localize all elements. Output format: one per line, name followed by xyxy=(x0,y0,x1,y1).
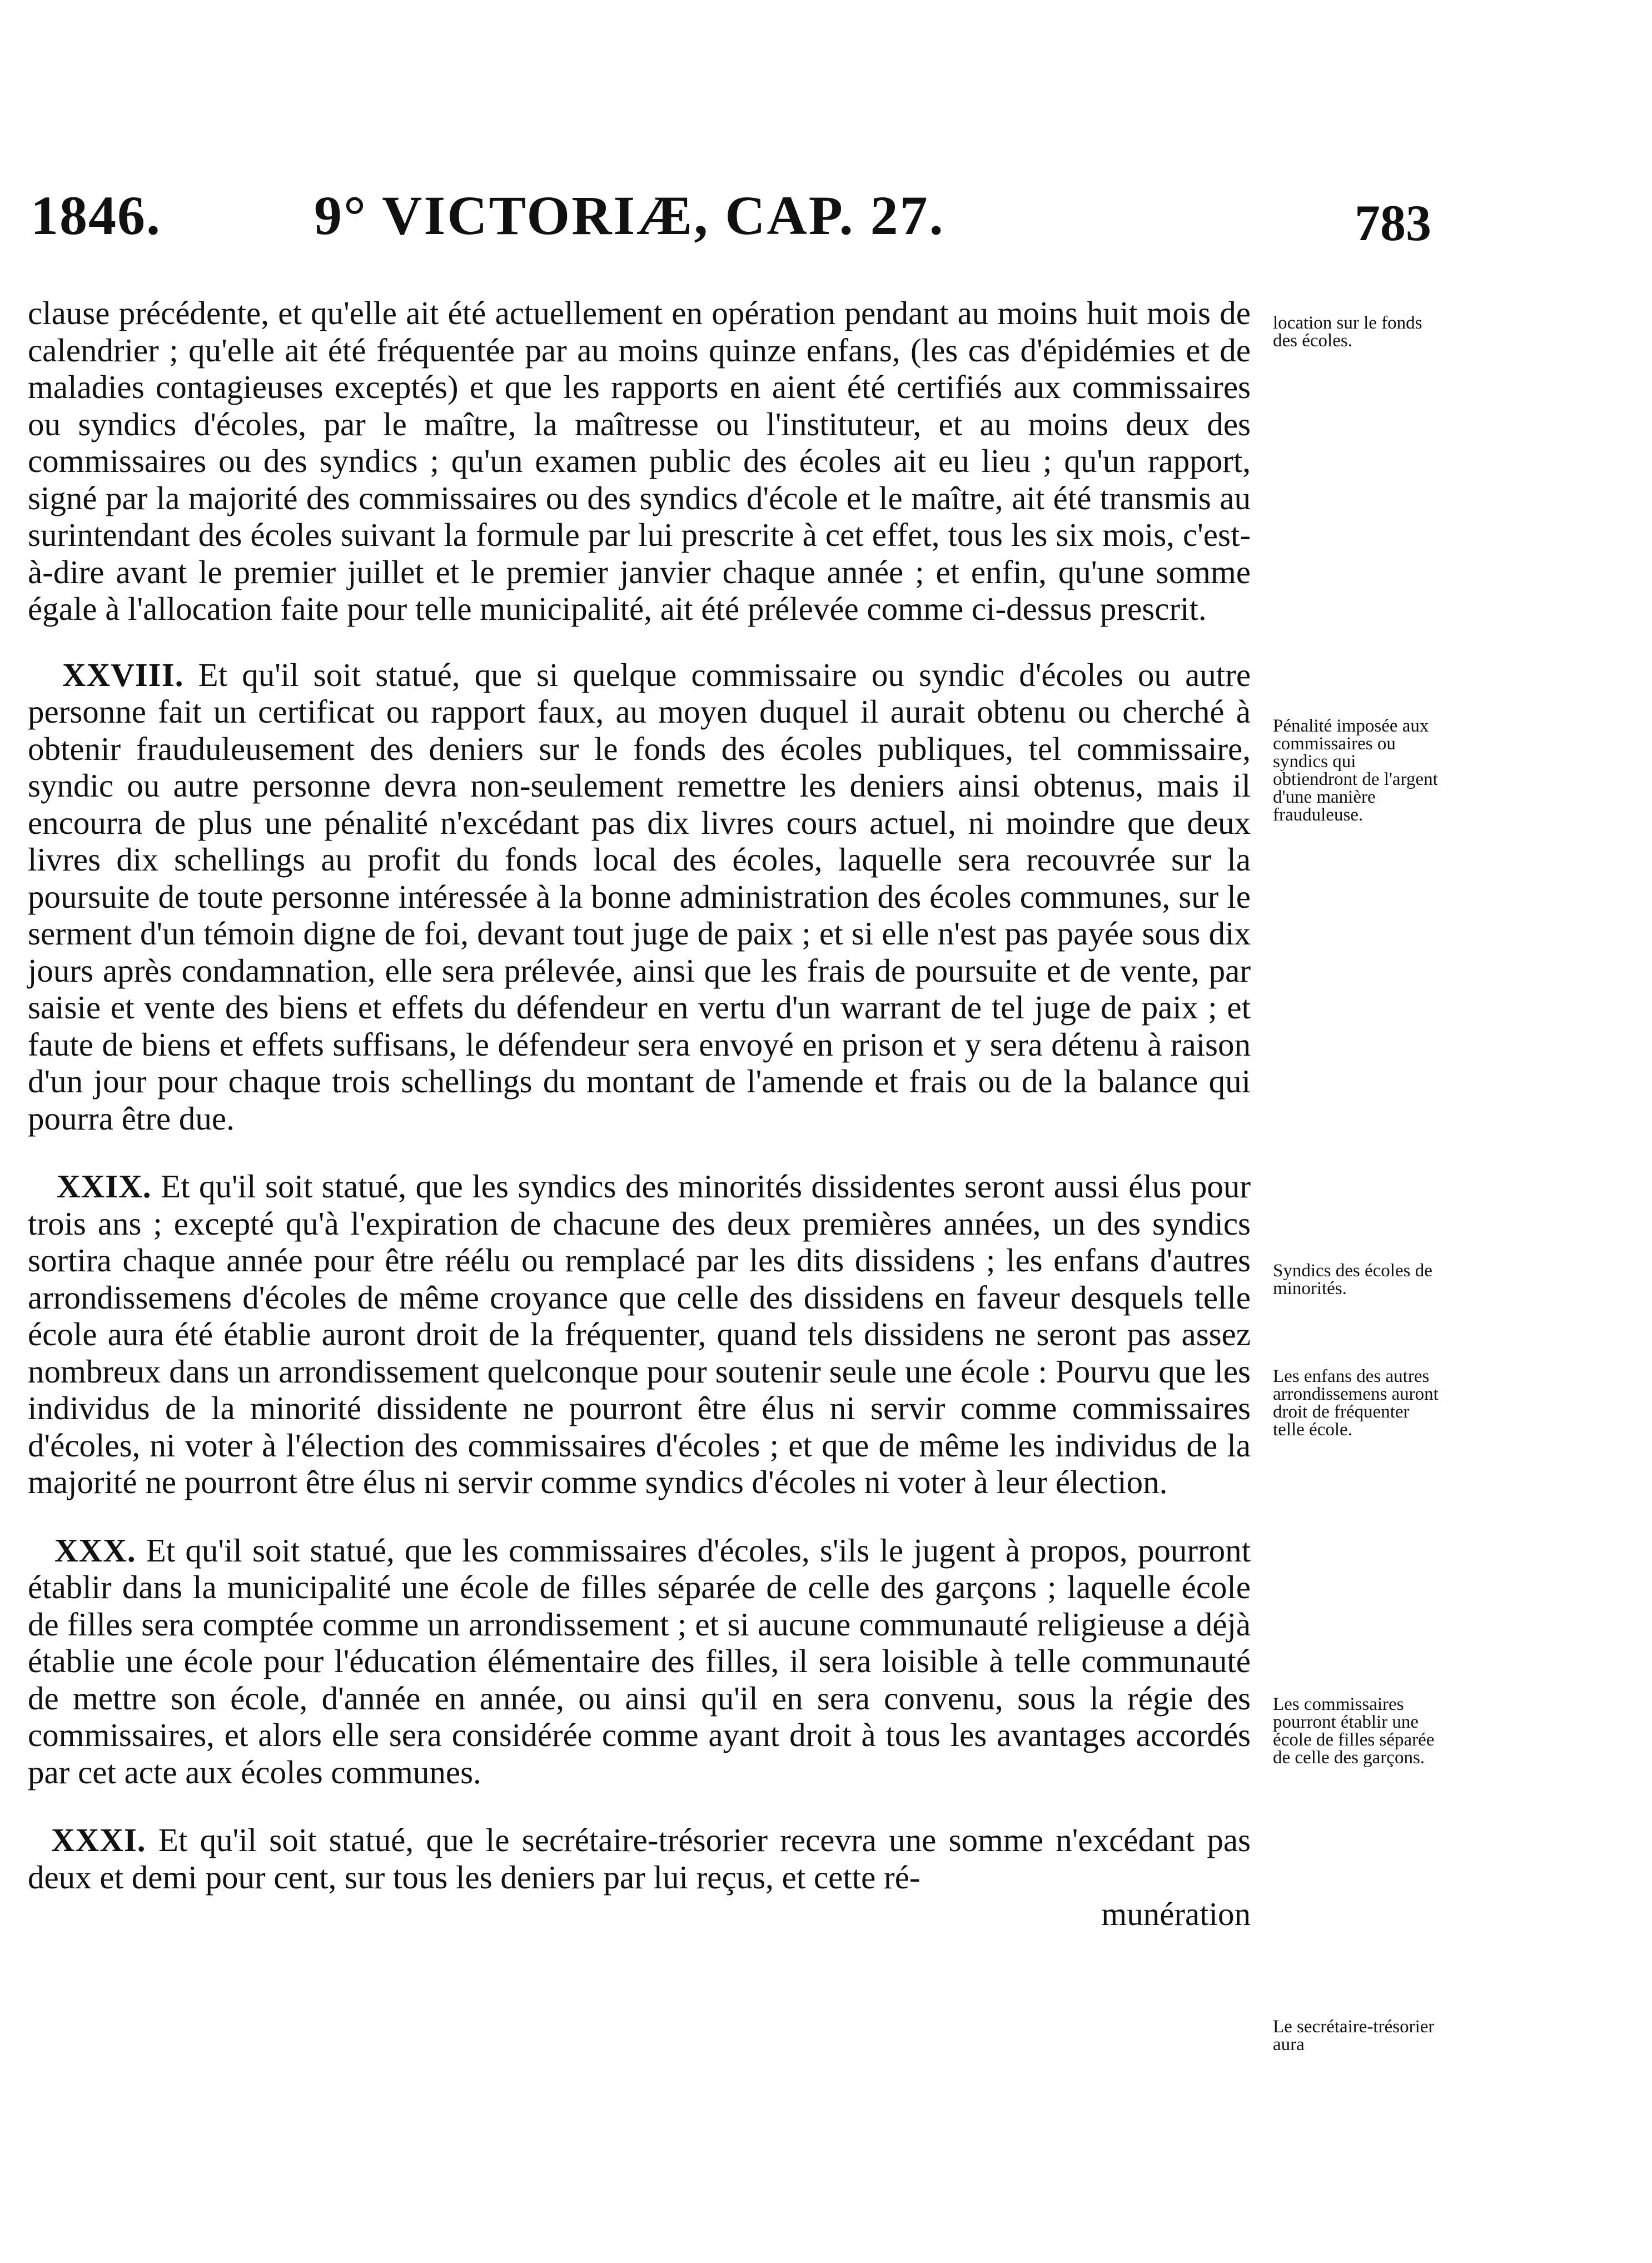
margin-note-secretaire: Le secrétaire-trésorier aura xyxy=(1273,2017,1435,2055)
paragraph-text: Et qu'il soit statué, que les syndics des minorités dissidentes seront aussi élus pour trois ans ; excepté qu'à l'expiration de chacune des deux premières années, un des syndics sortira chaque année pour être réélu ou remplacé par les dits dissidens ; les enfans d'autres arrondissemens d'écoles de même croyance que celle des dissidens en faveur desquels telle école aura été établie auront droit de la fréquenter, quand tels dissidens ne seront pas assez nombreux dans un arrondissement quelconque pour soutenir seule une école : Pourvu que les individus de la minorité dissidente ne pourront être élus ni servir comme commissaires d'écoles, ni voter à l'élection des commissaires d'écoles ; et que de même les individus de la majorité ne pourront être élus ni servir comme syndics d'écoles ni voter à leur élection. xyxy=(28,1168,1251,1500)
catchword xyxy=(28,1896,1251,1933)
section-number: XXIX. xyxy=(57,1168,152,1205)
margin-note-location: location sur le fonds des écoles. xyxy=(1273,313,1422,351)
margin-note-enfans: Les enfans des autres arrondissemens auront droit de fréquenter telle école. xyxy=(1273,1366,1439,1440)
page-number: 783 xyxy=(1355,195,1431,251)
main-text-column xyxy=(28,295,1251,1933)
paragraph-text: Et qu'il soit statué, que le secrétaire-trésorier recevra une somme n'excédant pas deux et demi pour cent, sur tous les deniers par lui reçus, et cette ré- xyxy=(28,1822,1251,1896)
paragraph-xxx xyxy=(28,1532,1251,1791)
margin-note-syndics: Syndics des écoles de minorités. xyxy=(1273,1261,1432,1299)
catchword-text: munération xyxy=(1101,1896,1251,1932)
paragraph-xxxi xyxy=(28,1822,1251,1896)
paragraph-xxix xyxy=(28,1168,1251,1501)
paragraph-continuation xyxy=(28,295,1251,628)
running-header xyxy=(31,183,1431,256)
header-year: 1846. xyxy=(31,185,161,246)
paragraph-xxviii xyxy=(28,656,1251,1137)
section-number: XXX. xyxy=(54,1531,136,1569)
paragraph-text: Et qu'il soit statué, que si quelque commissaire ou syndic d'écoles ou autre personne fait un certificat ou rapport faux, au moyen duquel il aurait obtenu ou cherché à obtenir frauduleusement des deniers sur le fonds des écoles publiques, tel commissaire, syndic ou autre personne devra non-seulement remettre les deniers ainsi obtenus, mais il encourra de plus une pénalité n'excédant pas dix livres cours actuel, ni moindre que deux livres dix schellings au profit du fonds local des écoles, laquelle sera recouvrée sur la poursuite de toute personne intéressée à la bonne administration des écoles communes, sur le serment d'un témoin digne de foi, devant tout juge de paix ; et si elle n'est pas payée sous dix jours après condamnation, elle sera prélevée, ainsi que les frais de poursuite et de vente, par saisie et vente des biens et effets du défendeur en vertu d'un warrant de tel juge de paix ; et faute de biens et effets suffisans, le défendeur sera envoyé en prison et y sera détenu à raison d'un jour pour chaque trois schellings du montant de l'amende et frais ou de la balance qui pourra être due. xyxy=(28,656,1251,1137)
section-number: XXVIII. xyxy=(62,656,184,693)
margin-note-commissaires: Les commissaires pourront établir une école de filles séparée de celle des garçons. xyxy=(1273,1694,1435,1768)
header-title: 9° VICTORIÆ, CAP. 27. xyxy=(314,185,945,246)
margin-note-penalite: Pénalité imposée aux commissaires ou syndics qui obtiendront de l'argent d'une manière frauduleuse. xyxy=(1273,716,1438,825)
section-number: XXXI. xyxy=(51,1822,146,1858)
paragraph-text: clause précédente, et qu'elle ait été actuellement en opération pendant au moins huit mois de calendrier ; qu'elle ait été fréquentée par au moins quinze enfans, (les cas d'épidémies et de maladies contagieuses exceptés) et que les rapports en aient été certifiés aux commissaires ou syndics d'écoles, par le maître, la maîtresse ou l'instituteur, et au moins deux des commissaires ou des syndics ; qu'un examen public des écoles ait eu lieu ; qu'un rapport, signé par la majorité des commissaires ou des syndics d'école et le maître, ait été transmis au surintendant des écoles suivant la formule par lui prescrite à cet effet, tous les six mois, c'est-à-dire avant le premier juillet et le premier janvier chaque année ; et enfin, qu'une somme égale à l'allocation faite pour telle municipalité, ait été prélevée comme ci-dessus prescrit. xyxy=(28,295,1251,627)
paragraph-text: Et qu'il soit statué, que les commissaires d'écoles, s'ils le jugent à propos, pourront établir dans la municipalité une école de filles séparée de celle des garçons ; laquelle école de filles sera comptée comme un arrondissement ; et si aucune communauté religieuse a déjà établie une école pour l'éducation élémentaire des filles, il sera loisible à telle communauté de mettre son école, d'année en année, ou ainsi qu'il en sera convenu, sous la régie des commissaires, et alors elle sera considérée comme ayant droit à tous les avantages accordés par cet acte aux écoles communes. xyxy=(28,1531,1251,1790)
